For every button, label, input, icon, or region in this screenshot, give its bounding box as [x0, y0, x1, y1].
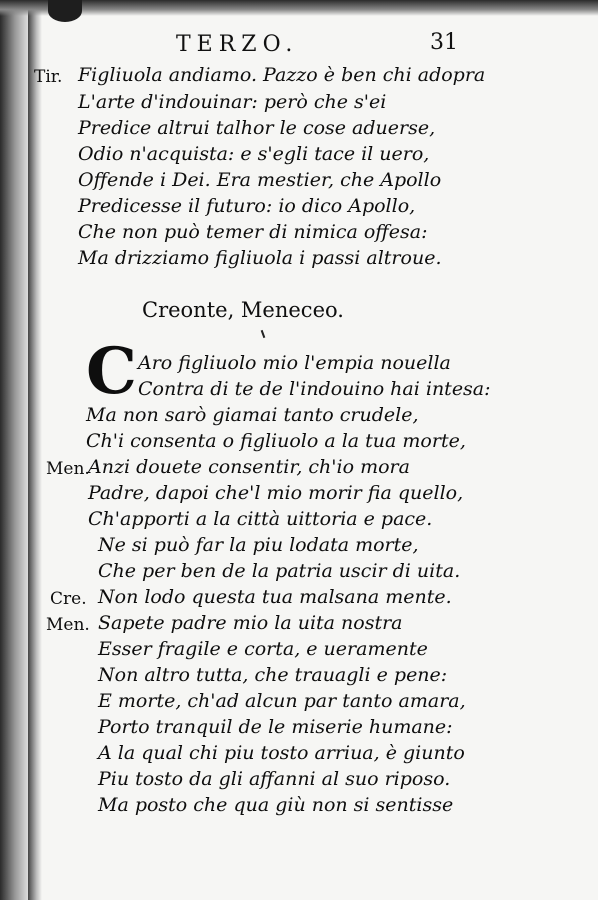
verse-line: L'arte d'indouinar: però che s'ei: [78, 91, 387, 113]
drop-cap: C: [86, 334, 137, 409]
verse-line: E morte, ch'ad alcun par tanto amara,: [98, 690, 466, 712]
scene-heading: Creonte, Meneceo.: [142, 298, 344, 322]
running-head: TERZO.: [176, 32, 299, 57]
verse-line: Esser fragile e corta, e ueramente: [98, 638, 428, 660]
verse-line: Che non può temer di nimica offesa:: [78, 221, 428, 243]
page-number: 31: [430, 30, 458, 55]
verse-line: Non altro tutta, che trauagli e pene:: [98, 664, 448, 686]
verse-line: Predicesse il futuro: io dico Apollo,: [78, 195, 416, 217]
book-spine-shadow: [0, 0, 28, 900]
speaker-tag-cre: Cre.: [50, 589, 87, 609]
verse-line: Porto tranquil de le miserie humane:: [98, 716, 453, 738]
speaker-tag-men: Men.: [46, 459, 90, 479]
verse-line: Piu tosto da gli affanni al suo riposo.: [98, 768, 451, 790]
verse-line: Ne si può far la piu lodata morte,: [98, 534, 419, 556]
verse-line: Odio n'acquista: e s'egli tace il uero,: [78, 143, 430, 165]
verse-line: Ma non sarò giamai tanto crudele,: [86, 404, 419, 426]
verse-line: Non lodo questa tua malsana mente.: [98, 586, 452, 608]
verse-line: Ma posto che qua giù non si sentisse: [98, 794, 454, 816]
verse-line: Ch'i consenta o figliuolo a la tua morte,: [86, 430, 466, 452]
verse-line: Padre, dapoi che'l mio morir fia quello,: [88, 482, 464, 504]
speaker-tag-tir: Tir.: [34, 67, 63, 87]
speaker-tag-men: Men.: [46, 615, 90, 635]
thumb-shadow: [48, 0, 82, 22]
verse-line: Ma drizziamo figliuola i passi altroue.: [78, 247, 442, 269]
verse-line: Aro figliuolo mio l'empia nouella: [138, 352, 451, 374]
verse-line: Contra di te de l'indouino hai intesa:: [138, 378, 491, 400]
verse-line: Che per ben de la patria uscir di uita.: [98, 560, 461, 582]
page-gutter: [28, 0, 42, 900]
verse-line: Offende i Dei. Era mestier, che Apollo: [78, 169, 442, 191]
verse-line: Predice altrui talhor le cose aduerse,: [78, 117, 436, 139]
verse-line: Ch'apporti a la città uittoria e pace.: [88, 508, 433, 530]
verse-line: Anzi douete consentir, ch'io mora: [88, 456, 410, 478]
verse-line: A la qual chi piu tosto arriua, è giunto: [98, 742, 465, 764]
page-top-edge-shadow: [0, 0, 598, 16]
verse-line: Figliuola andiamo. Pazzo è ben chi adopra: [78, 64, 486, 86]
verse-line: Sapete padre mio la uita nostra: [98, 612, 403, 634]
